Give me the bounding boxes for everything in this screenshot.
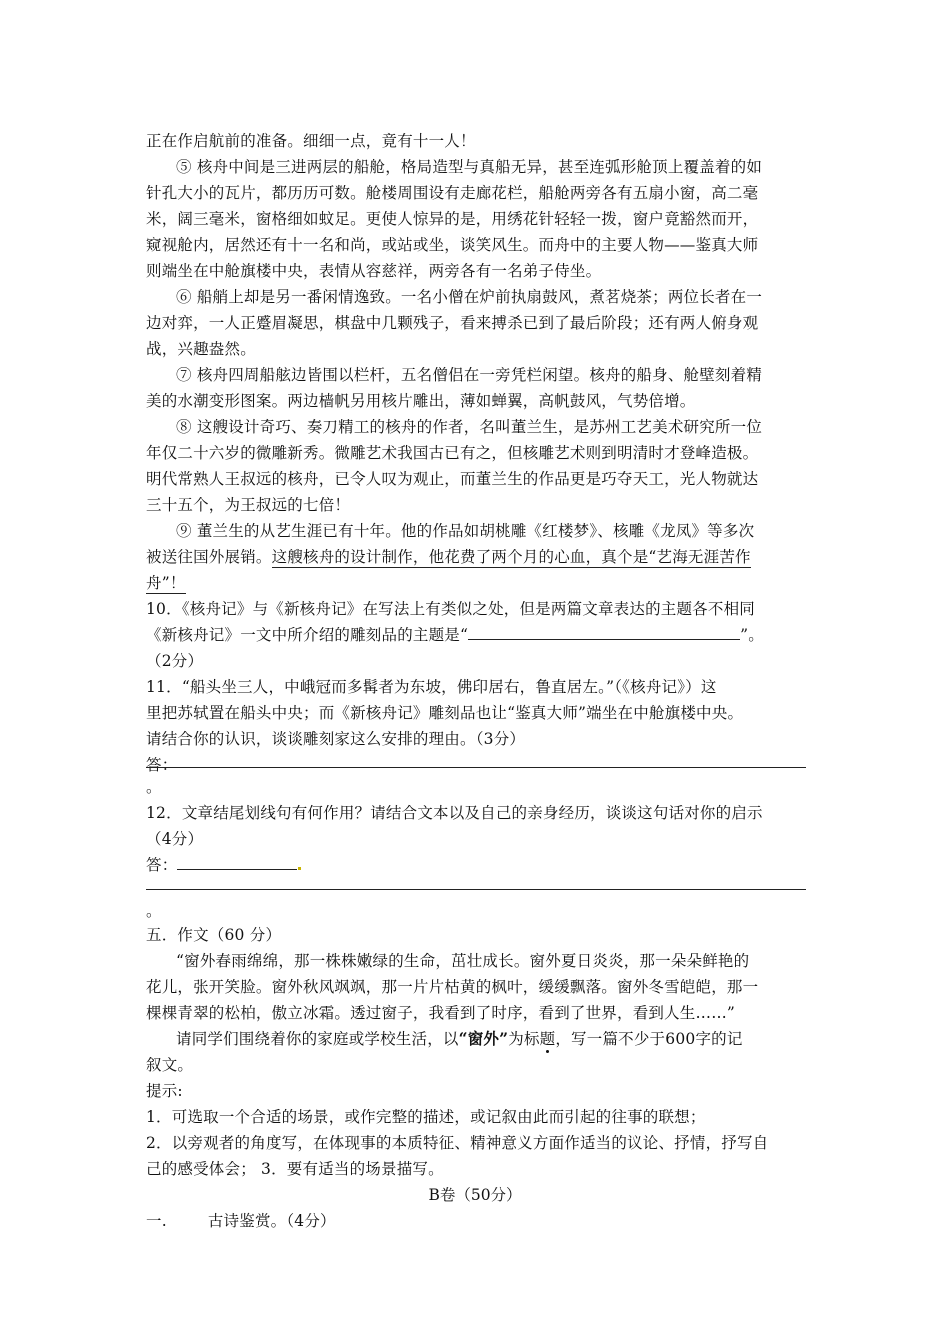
paragraph-9-line: ⑨ 董兰生的从艺生涯已有十年。他的作品如胡桃雕《红楼梦》、核雕《龙凤》等多次 (176, 522, 755, 540)
paragraph-8-line: 三十五个，为王叔远的七倍！ (146, 496, 351, 514)
question-12-line: 12．文章结尾划线句有何作用？请结合文本以及自己的亲身经历，谈谈这句话对你的启示 (146, 804, 763, 822)
question-10-line: 10．《核舟记》与《新核舟记》在写法上有类似之处，但是两篇文章表达的主题各不相同 (146, 600, 755, 618)
tip-item: 己的感受体会； 3．要有适当的场景描写。 (146, 1160, 444, 1178)
yellow-dot-mark (298, 867, 301, 870)
essay-instruction-line (176, 1026, 808, 1052)
plain-text: 被送往国外展销。 (146, 548, 272, 566)
essay-prompt-line: 花儿，张开笑脸。窗外秋风飒飒，那一片片枯黄的枫叶，缓缓飘落。窗外冬雪皑皑，那一 (146, 978, 759, 996)
paragraph-5-line: 则端坐在中舱旗楼中央，表情从容慈祥，两旁各有一名弟子侍坐。 (146, 262, 602, 280)
answer-blank[interactable] (468, 623, 740, 640)
instruction-text: 为标 (508, 1030, 540, 1048)
text-line: 正在作启航前的准备。细细一点，竟有十一人！ (146, 132, 476, 150)
answer-label: 答： (146, 756, 178, 774)
question-11-line: 请结合你的认识，谈谈雕刻家这么安排的理由。（3分） (146, 730, 526, 748)
answer-end-mark: 。 (146, 778, 162, 796)
tip-item: 2．以旁观者的角度写，在体现事的本质特征、精神意义方面作适当的议论、抒情，抒写自 (146, 1134, 769, 1152)
essay-instruction-line: 叙文。 (146, 1056, 194, 1074)
paragraph-8-line: 年仅二十六岁的微雕新秀。微雕艺术我国古已有之，但核雕艺术则到明清时才登峰造极。 (146, 444, 759, 462)
answer-line[interactable] (146, 889, 806, 890)
paragraph-5-line: 针孔大小的瓦片，都历历可数。舱楼周围设有走廊花栏，船舱两旁各有五扇小窗，高二毫 (146, 184, 759, 202)
paragraph-6-line: 战，兴趣盎然。 (146, 340, 256, 358)
instruction-text: ，写一篇不少于600字的记 (555, 1030, 743, 1048)
paragraph-7-line: ⑦ 核舟四周船舷边皆围以栏杆，五名僧侣在一旁凭栏闲望。核舟的船身、舱壁刻着精 (176, 366, 763, 384)
question-10-close: ”。 (740, 626, 764, 644)
paragraph-7-line: 美的水潮变形图案。两边樯帆另用核片雕出，薄如蝉翼，高帆鼓风，气势倍增。 (146, 392, 696, 410)
paragraph-6-line: ⑥ 船艄上却是另一番闲情逸致。一名小僧在炉前执扇鼓风，煮茗烧茶；两位长者在一 (176, 288, 763, 306)
paragraph-9-line (146, 544, 808, 570)
paragraph-5-line: ⑤ 核舟中间是三进两层的船舱，格局造型与真船无异，甚至连弧形舱顶上覆盖着的如 (176, 158, 763, 176)
tips-heading: 提示: (146, 1082, 183, 1100)
paragraph-8-line: 明代常熟人王叔远的核舟，已令人叹为观止，而董兰生的作品更是巧夺天工，光人物就达 (146, 470, 759, 488)
paragraph-9-line (146, 570, 808, 596)
question-12-score: （4分） (146, 830, 204, 848)
answer-end-mark: 。 (146, 902, 162, 920)
section-5-heading: 五．作文（60 分） (146, 926, 282, 944)
paragraph-6-line: 边对弈，一人正蹙眉凝思，棋盘中几颗残子，看来搏杀已到了最后阶段；还有两人俯身观 (146, 314, 759, 332)
question-10-text: 《新核舟记》一文中所介绍的雕刻品的主题是“ (146, 626, 469, 644)
part-one-heading: 一. 古诗鉴赏。（4分） (146, 1212, 336, 1230)
question-10-score: （2分） (146, 652, 204, 670)
question-10-line (146, 622, 808, 648)
answer-line-row (146, 852, 808, 878)
tip-item: 1．可选取一个合适的场景，或作完整的描述，或记叙由此而引起的往事的联想； (146, 1108, 706, 1126)
emphasized-char: 题 (539, 1030, 556, 1048)
instruction-text: 请同学们围绕着你的家庭或学校生活，以 (176, 1030, 459, 1048)
paragraph-5-line: 窥视舱内，居然还有十一名和尚，或站或坐，谈笑风生。而舟中的主要人物——鉴真大师 (146, 236, 759, 254)
essay-prompt-line: “窗外春雨绵绵，那一株株嫩绿的生命，茁壮成长。窗外夏日炎炎，那一朵朵鲜艳的 (176, 952, 750, 970)
answer-label: 答： (146, 856, 178, 874)
essay-title: “窗外” (458, 1029, 509, 1048)
paragraph-8-line: ⑧ 这艘设计奇巧、奏刀精工的核舟的作者，名叫董兰生，是苏州工艺美术研究所一位 (176, 418, 763, 436)
essay-prompt-line: 棵棵青翠的松柏，傲立冰霜。透过窗子，我看到了时序，看到了世界，看到人生……” (146, 1004, 736, 1022)
paragraph-5-line: 米，阔三毫米，窗格细如蚊足。更使人惊异的是，用绣花针轻轻一拨，窗户竟豁然而开， (146, 210, 759, 228)
answer-line[interactable] (146, 767, 806, 768)
question-11-line: 11．“船头坐三人，中峨冠而多髯者为东坡，佛印居右，鲁直居左。”（《核舟记》）这 (146, 678, 717, 696)
question-11-line: 里把苏轼置在船头中央；而《新核舟记》雕刻品也让“鉴真大师”端坐在中舱旗楼中央。 (146, 704, 744, 722)
answer-blank[interactable] (177, 853, 297, 870)
underlined-sentence-end: 舟”！ (146, 574, 186, 592)
underlined-sentence: 这艘核舟的设计制作，他花费了两个月的心血，真个是“艺海无涯苦作 (271, 548, 751, 566)
section-b-heading: B卷（50分） (428, 1186, 522, 1204)
